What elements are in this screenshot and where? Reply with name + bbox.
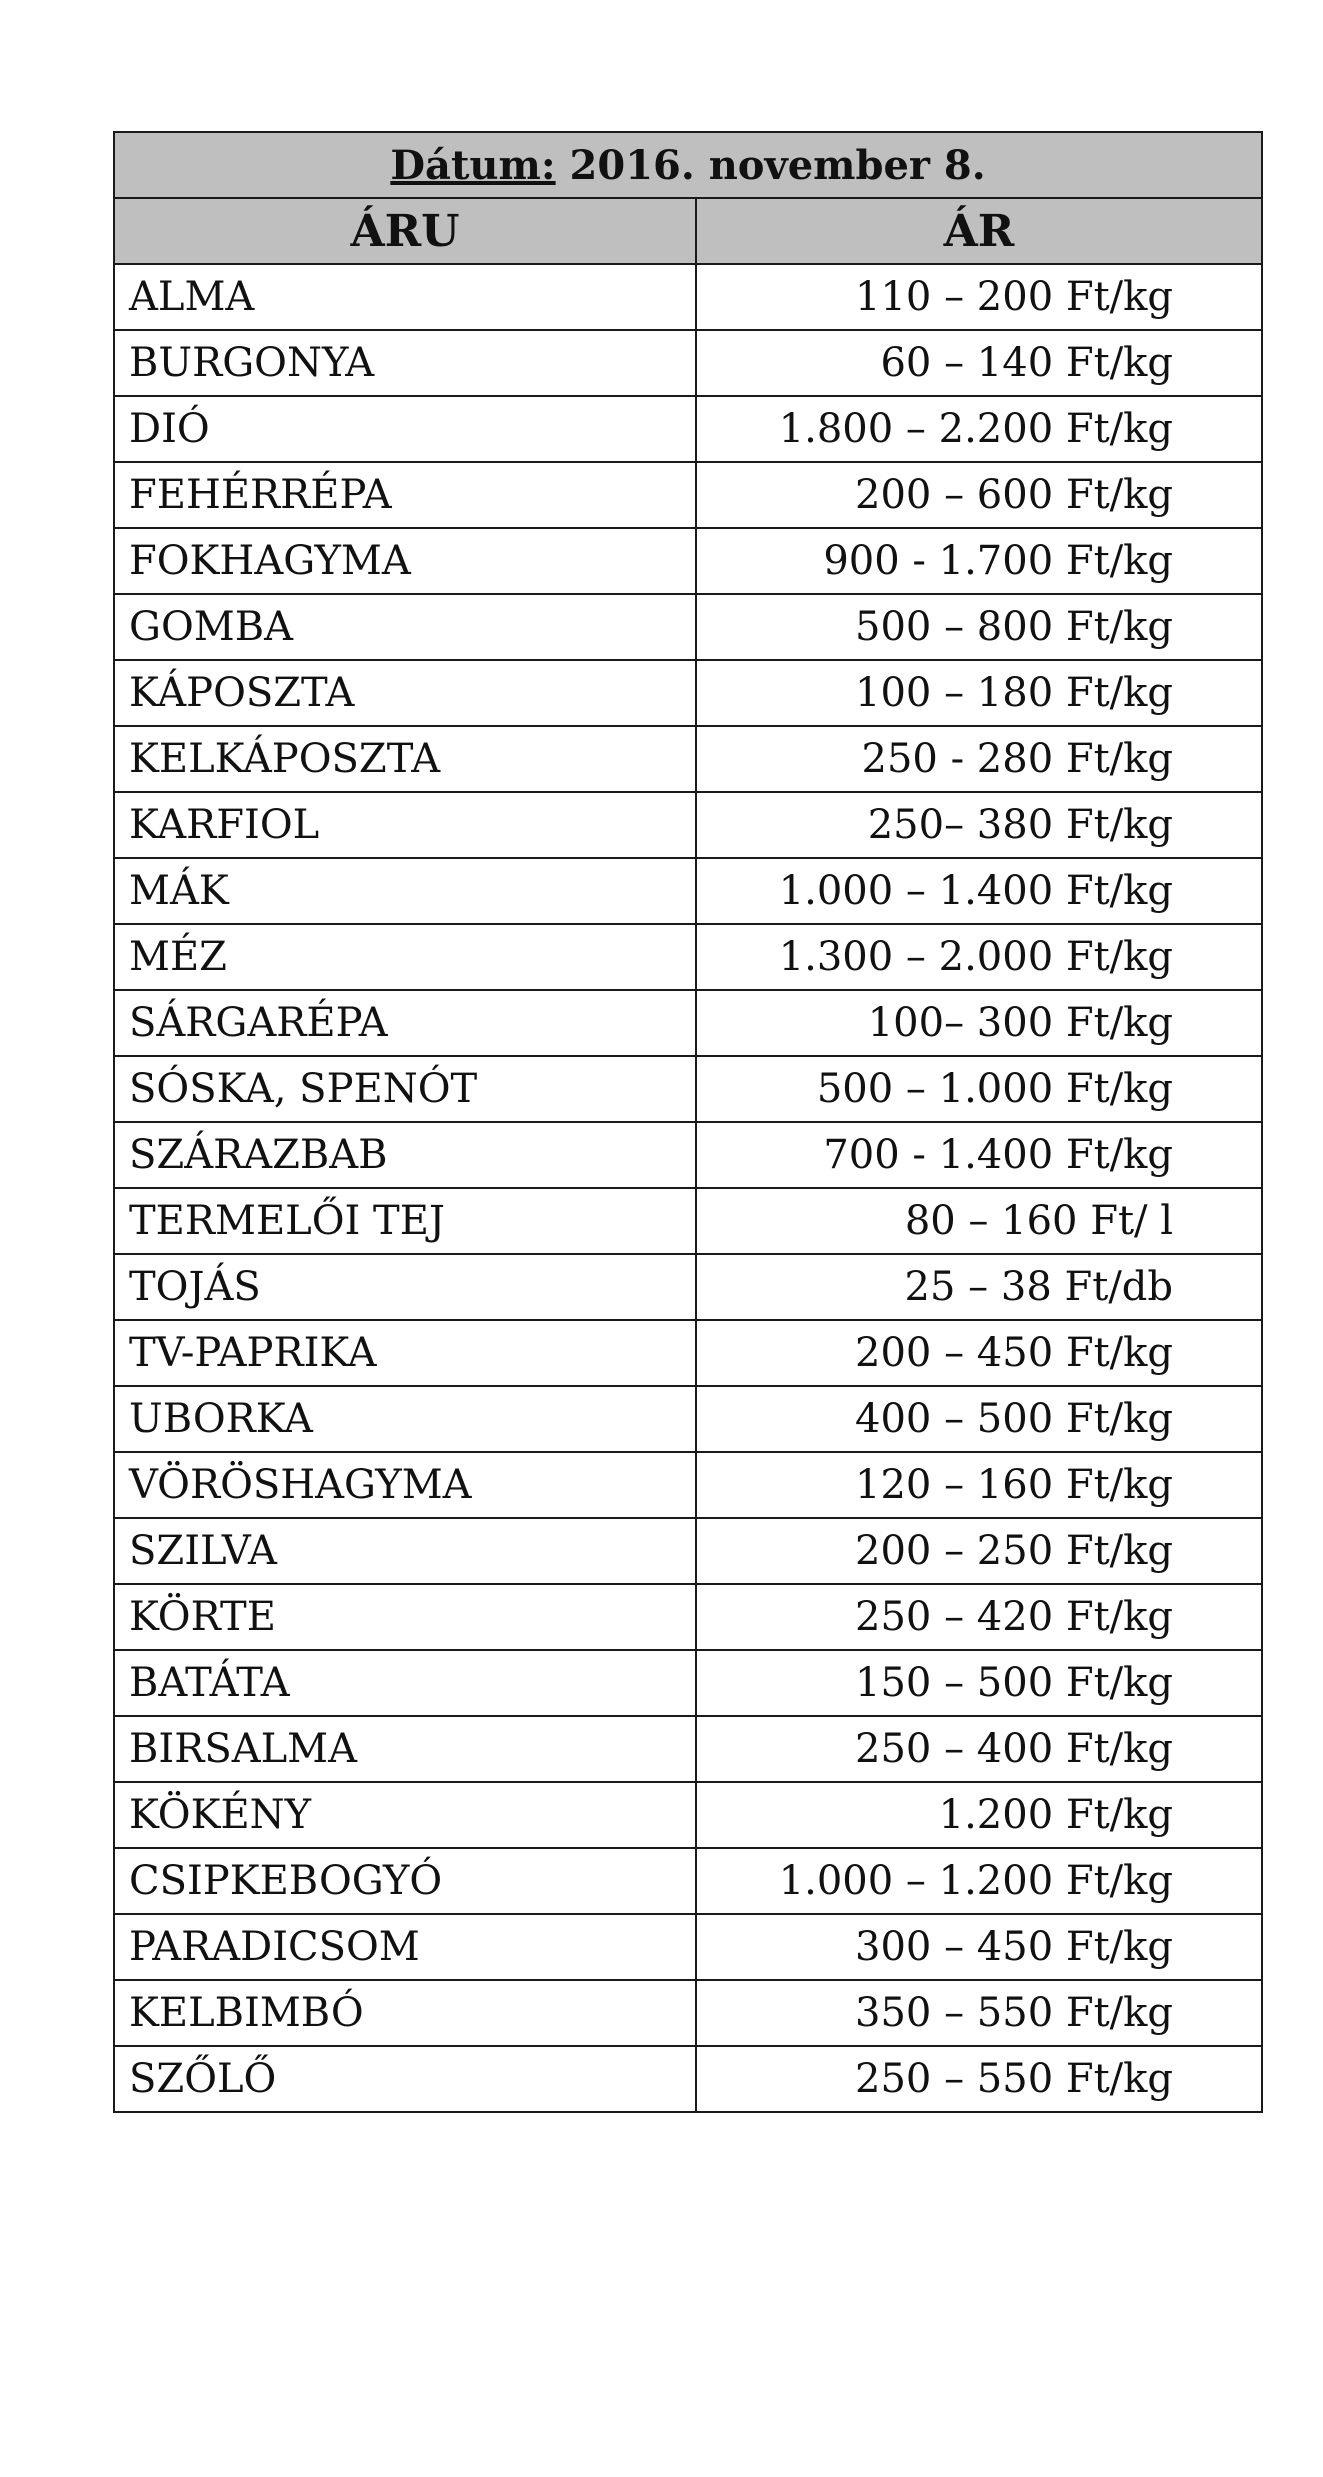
date-cell <box>114 132 1262 198</box>
product-name-cell: MÉZ <box>114 924 696 990</box>
product-price-cell: 1.200 Ft/kg <box>696 1782 1262 1848</box>
table-row <box>114 1650 1262 1716</box>
product-name-cell: CSIPKEBOGYÓ <box>114 1848 696 1914</box>
column-header-row <box>114 198 1262 264</box>
product-price-cell: 1.000 – 1.200 Ft/kg <box>696 1848 1262 1914</box>
product-price-cell: 300 – 450 Ft/kg <box>696 1914 1262 1980</box>
product-price-cell: 150 – 500 Ft/kg <box>696 1650 1262 1716</box>
product-price-cell: 250 - 280 Ft/kg <box>696 726 1262 792</box>
product-name-cell: BIRSALMA <box>114 1716 696 1782</box>
table-row <box>114 924 1262 990</box>
product-name-cell: UBORKA <box>114 1386 696 1452</box>
table-row <box>114 858 1262 924</box>
product-price-cell: 700 - 1.400 Ft/kg <box>696 1122 1262 1188</box>
table-row <box>114 990 1262 1056</box>
table-row <box>114 1188 1262 1254</box>
table-row <box>114 462 1262 528</box>
product-name-cell: SÁRGARÉPA <box>114 990 696 1056</box>
table-row <box>114 2046 1262 2112</box>
table-row <box>114 1056 1262 1122</box>
product-name-cell: PARADICSOM <box>114 1914 696 1980</box>
table-row <box>114 1914 1262 1980</box>
table-row <box>114 1716 1262 1782</box>
product-name-cell: KÖKÉNY <box>114 1782 696 1848</box>
product-price-cell: 250– 380 Ft/kg <box>696 792 1262 858</box>
table-row <box>114 1848 1262 1914</box>
product-price-cell: 200 – 600 Ft/kg <box>696 462 1262 528</box>
table-row <box>114 1386 1262 1452</box>
product-name-cell: ALMA <box>114 264 696 330</box>
product-price-cell: 250 – 550 Ft/kg <box>696 2046 1262 2112</box>
product-name-cell: SZŐLŐ <box>114 2046 696 2112</box>
product-price-cell: 100– 300 Ft/kg <box>696 990 1262 1056</box>
column-header-product: ÁRU <box>114 198 696 264</box>
product-name-cell: GOMBA <box>114 594 696 660</box>
table-row <box>114 594 1262 660</box>
product-name-cell: TOJÁS <box>114 1254 696 1320</box>
product-price-cell: 80 – 160 Ft/ l <box>696 1188 1262 1254</box>
product-price-cell: 250 – 400 Ft/kg <box>696 1716 1262 1782</box>
product-name-cell: SÓSKA, SPENÓT <box>114 1056 696 1122</box>
product-price-cell: 250 – 420 Ft/kg <box>696 1584 1262 1650</box>
table-row <box>114 726 1262 792</box>
product-price-cell: 400 – 500 Ft/kg <box>696 1386 1262 1452</box>
product-price-cell: 500 – 800 Ft/kg <box>696 594 1262 660</box>
table-row <box>114 396 1262 462</box>
product-price-cell: 60 – 140 Ft/kg <box>696 330 1262 396</box>
product-name-cell: KARFIOL <box>114 792 696 858</box>
product-name-cell: BURGONYA <box>114 330 696 396</box>
product-name-cell: KELBIMBÓ <box>114 1980 696 2046</box>
product-price-cell: 1.000 – 1.400 Ft/kg <box>696 858 1262 924</box>
table-row <box>114 264 1262 330</box>
table-row <box>114 1518 1262 1584</box>
product-name-cell: KELKÁPOSZTA <box>114 726 696 792</box>
product-price-cell: 120 – 160 Ft/kg <box>696 1452 1262 1518</box>
product-name-cell: BATÁTA <box>114 1650 696 1716</box>
product-name-cell: VÖRÖSHAGYMA <box>114 1452 696 1518</box>
date-label: Dátum: <box>390 141 556 189</box>
table-row <box>114 330 1262 396</box>
product-price-cell: 200 – 450 Ft/kg <box>696 1320 1262 1386</box>
date-value: 2016. november 8. <box>555 141 986 189</box>
table-row <box>114 792 1262 858</box>
product-name-cell: SZÁRAZBAB <box>114 1122 696 1188</box>
product-name-cell: KÁPOSZTA <box>114 660 696 726</box>
product-price-cell: 1.800 – 2.200 Ft/kg <box>696 396 1262 462</box>
product-price-cell: 350 – 550 Ft/kg <box>696 1980 1262 2046</box>
product-price-cell: 1.300 – 2.000 Ft/kg <box>696 924 1262 990</box>
product-price-cell: 100 – 180 Ft/kg <box>696 660 1262 726</box>
table-row <box>114 1782 1262 1848</box>
table-body <box>114 264 1262 2112</box>
product-price-cell: 500 – 1.000 Ft/kg <box>696 1056 1262 1122</box>
price-table <box>113 131 1263 2113</box>
product-name-cell: FEHÉRRÉPA <box>114 462 696 528</box>
product-price-cell: 900 - 1.700 Ft/kg <box>696 528 1262 594</box>
product-price-cell: 200 – 250 Ft/kg <box>696 1518 1262 1584</box>
table-row <box>114 1122 1262 1188</box>
product-name-cell: DIÓ <box>114 396 696 462</box>
table-row <box>114 528 1262 594</box>
table-row <box>114 1452 1262 1518</box>
product-name-cell: KÖRTE <box>114 1584 696 1650</box>
date-row <box>114 132 1262 198</box>
table-row <box>114 1320 1262 1386</box>
table-row <box>114 1584 1262 1650</box>
product-name-cell: SZILVA <box>114 1518 696 1584</box>
product-name-cell: TERMELŐI TEJ <box>114 1188 696 1254</box>
product-price-cell: 25 – 38 Ft/db <box>696 1254 1262 1320</box>
table-row <box>114 660 1262 726</box>
column-header-price: ÁR <box>696 198 1262 264</box>
table-header <box>114 132 1262 264</box>
product-name-cell: TV-PAPRIKA <box>114 1320 696 1386</box>
product-price-cell: 110 – 200 Ft/kg <box>696 264 1262 330</box>
table-row <box>114 1980 1262 2046</box>
product-name-cell: FOKHAGYMA <box>114 528 696 594</box>
table-row <box>114 1254 1262 1320</box>
product-name-cell: MÁK <box>114 858 696 924</box>
